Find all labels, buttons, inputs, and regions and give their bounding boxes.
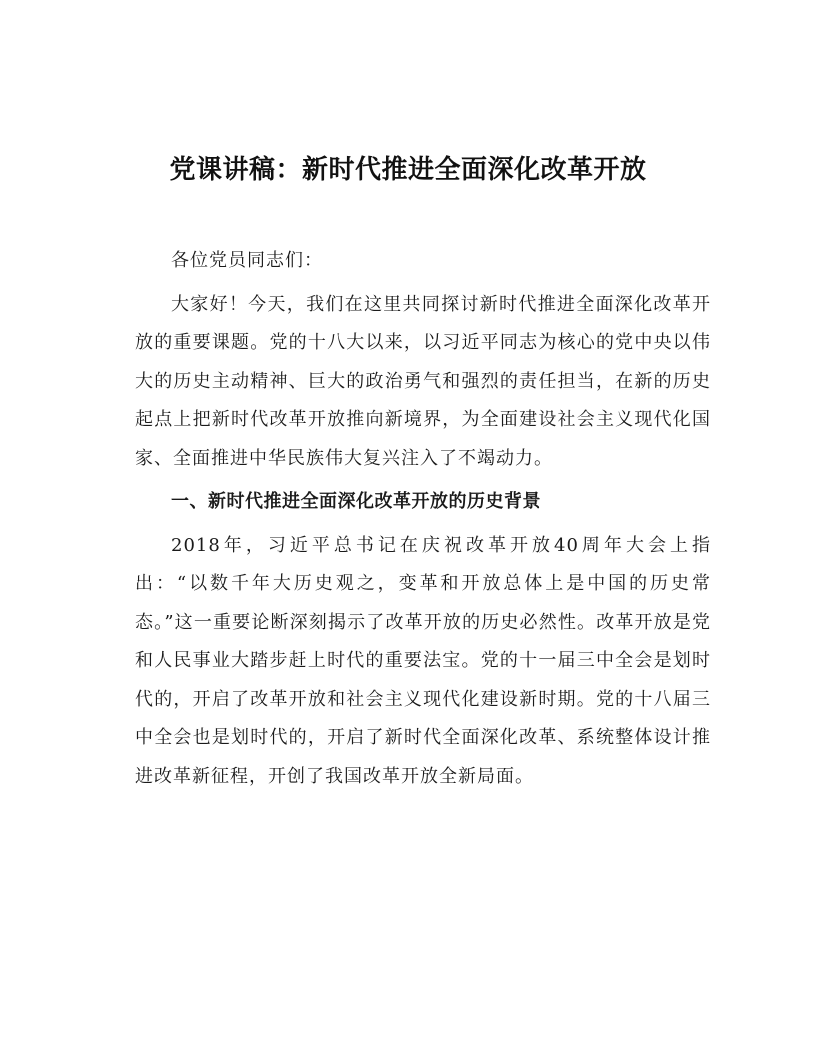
document-body xyxy=(135,242,711,801)
section-paragraph: 2018年，习近平总书记在庆祝改革开放40周年大会上指出：“以数千年大历史观之，变革和开放总体上是中国的历史常态。”这一重要论断深刻揭示了改革开放的历史必然性。改革开放是党和人民事业大踏步赶上时代的重要法宝。党的十一届三中全会是划时代的，开启了改革开放和社会主义现代化建设新时期。党的十八届三中全会也是划时代的，开启了新时代全面深化改革、系统整体设计推进改革新征程，开创了我国改革开放全新局面。 xyxy=(135,534,711,787)
section-heading: 一、新时代推进全面深化改革开放的历史背景 xyxy=(171,491,541,512)
salutation: 各位党员同志们： xyxy=(171,250,323,271)
document-title: 党课讲稿：新时代推进全面深化改革开放 xyxy=(169,155,647,185)
intro-paragraph: 大家好！今天，我们在这里共同探讨新时代推进全面深化改革开放的重要课题。党的十八大以来，以习近平同志为核心的党中央以伟大的历史主动精神、巨大的政治勇气和强烈的责任担当，在新的历史起点上把新时代改革开放推向新境界，为全面建设社会主义现代化国家、全面推进中华民族伟大复兴注入了不竭动力。 xyxy=(135,293,711,469)
